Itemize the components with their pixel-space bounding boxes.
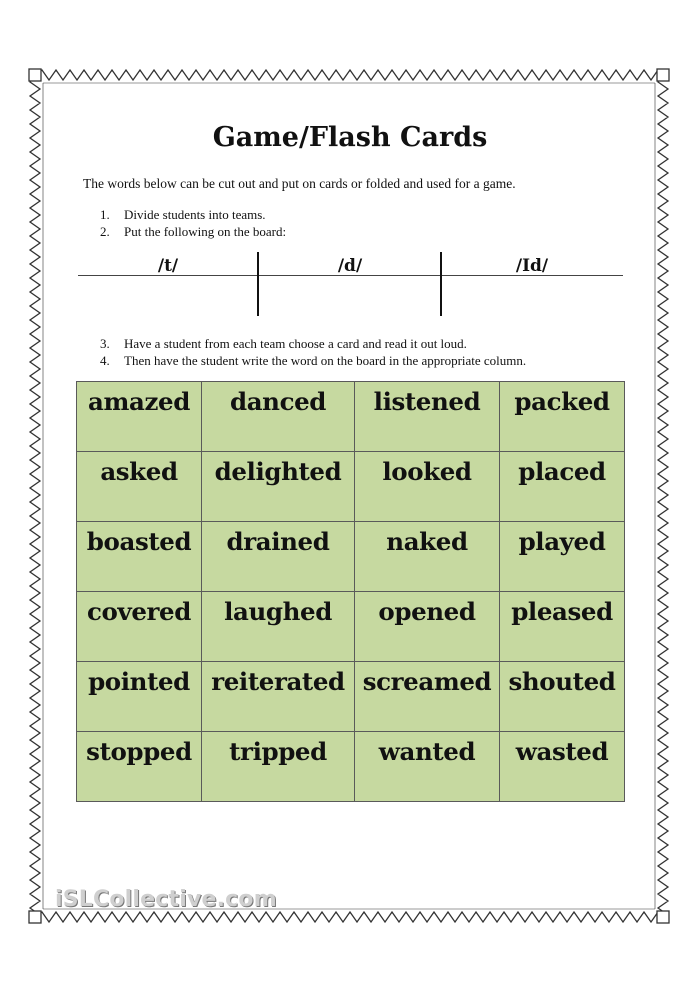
- table-row: [77, 452, 625, 522]
- flash-card: delighted: [202, 452, 355, 522]
- flash-card-table: [76, 381, 625, 802]
- table-row: [77, 732, 625, 802]
- flash-card: screamed: [355, 662, 500, 732]
- board-divider: [257, 252, 259, 316]
- flash-card: naked: [355, 522, 500, 592]
- page-title: Game/Flash Cards: [212, 122, 488, 153]
- list-item: 4. Then have the student write the word on the board in the appropriate column.: [100, 353, 527, 368]
- flash-card: shouted: [500, 662, 625, 732]
- flash-card: packed: [500, 382, 625, 452]
- flash-card: listened: [355, 382, 500, 452]
- flash-card: tripped: [202, 732, 355, 802]
- flash-card: pleased: [500, 592, 625, 662]
- board-line: [78, 275, 623, 276]
- instructions-list-2: [100, 335, 526, 369]
- table-row: [77, 662, 625, 732]
- flash-card: drained: [202, 522, 355, 592]
- flash-card: pointed: [77, 662, 202, 732]
- table-row: [77, 522, 625, 592]
- flash-card: played: [500, 522, 625, 592]
- board-column-t: /t/: [157, 256, 179, 276]
- flash-card: stopped: [77, 732, 202, 802]
- board-divider: [440, 252, 442, 316]
- list-item: 3. Have a student from each team choose a card and read it out loud.: [100, 336, 467, 351]
- instructions-list-1: [100, 206, 286, 240]
- list-item: 1. Divide students into teams.: [100, 207, 266, 222]
- table-row: [77, 382, 625, 452]
- flash-card: wasted: [500, 732, 625, 802]
- flash-card: covered: [77, 592, 202, 662]
- board-column-id: /Id/: [515, 256, 549, 276]
- flash-card: placed: [500, 452, 625, 522]
- flash-card: reiterated: [202, 662, 355, 732]
- flash-card: looked: [355, 452, 500, 522]
- flash-card: laughed: [202, 592, 355, 662]
- flash-card: opened: [355, 592, 500, 662]
- table-row: [77, 592, 625, 662]
- flash-card: boasted: [77, 522, 202, 592]
- intro-text: The words below can be cut out and put on cards or folded and used for a game.: [83, 176, 516, 191]
- flash-card: amazed: [77, 382, 202, 452]
- flash-card: wanted: [355, 732, 500, 802]
- flash-card: danced: [202, 382, 355, 452]
- flash-card: asked: [77, 452, 202, 522]
- board-column-d: /d/: [337, 256, 363, 276]
- watermark-logo: iSLCollective.com: [55, 887, 277, 912]
- list-item: 2. Put the following on the board:: [100, 224, 287, 239]
